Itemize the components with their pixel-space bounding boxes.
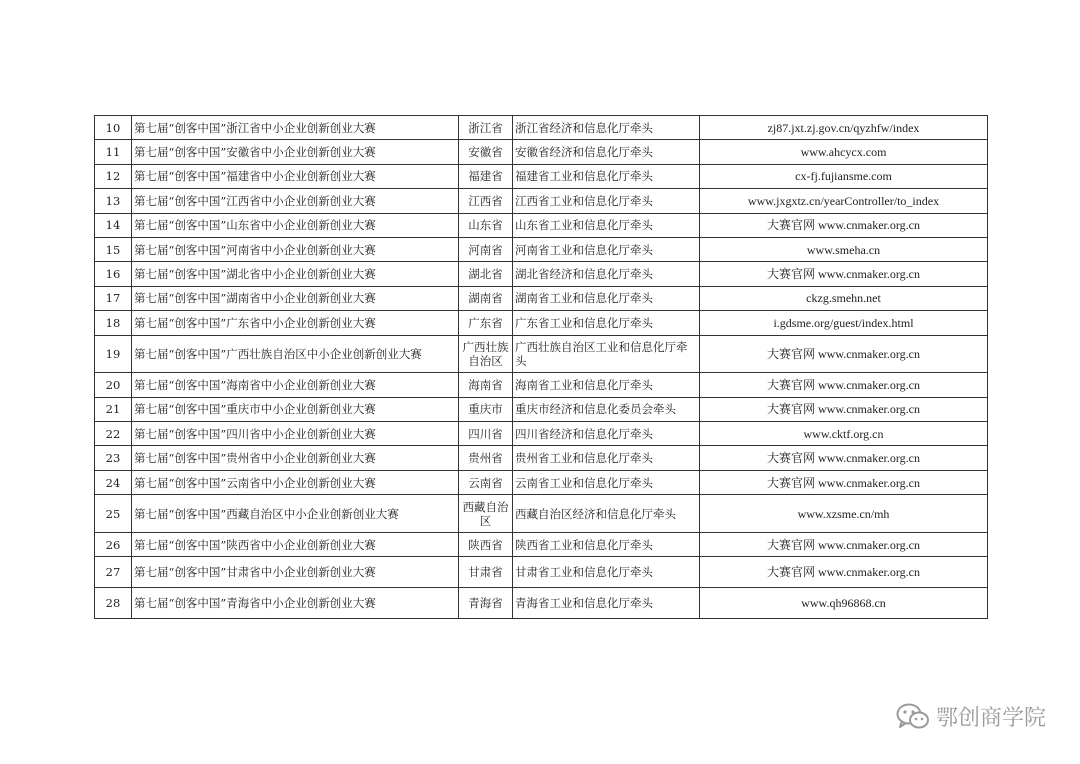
website: ckzg.smehn.net xyxy=(700,286,988,310)
province: 青海省 xyxy=(459,588,513,619)
competition-name: 第七届“创客中国”重庆市中小企业创新创业大赛 xyxy=(132,397,459,421)
table-row xyxy=(95,397,988,421)
competition-name: 第七届“创客中国”甘肃省中小企业创新创业大赛 xyxy=(132,557,459,588)
province: 山东省 xyxy=(459,213,513,237)
organizer: 西藏自治区经济和信息化厅牵头 xyxy=(513,495,700,533)
row-number: 20 xyxy=(95,373,132,397)
row-number: 11 xyxy=(95,140,132,164)
organizer: 山东省工业和信息化厅牵头 xyxy=(513,213,700,237)
province: 广东省 xyxy=(459,311,513,335)
province: 安徽省 xyxy=(459,140,513,164)
table-row xyxy=(95,262,988,286)
competition-name: 第七届“创客中国”青海省中小企业创新创业大赛 xyxy=(132,588,459,619)
competition-name: 第七届“创客中国”福建省中小企业创新创业大赛 xyxy=(132,164,459,188)
organizer: 浙江省经济和信息化厅牵头 xyxy=(513,116,700,140)
province: 浙江省 xyxy=(459,116,513,140)
province: 四川省 xyxy=(459,422,513,446)
website: www.cktf.org.cn xyxy=(700,422,988,446)
table-row xyxy=(95,164,988,188)
website: cx-fj.fujiansme.com xyxy=(700,164,988,188)
table-row xyxy=(95,189,988,213)
table-row xyxy=(95,470,988,494)
website: www.smeha.cn xyxy=(700,237,988,261)
organizer: 云南省工业和信息化厅牵头 xyxy=(513,470,700,494)
table-row xyxy=(95,213,988,237)
province: 江西省 xyxy=(459,189,513,213)
row-number: 15 xyxy=(95,237,132,261)
row-number: 13 xyxy=(95,189,132,213)
website: zj87.jxt.zj.gov.cn/qyzhfw/index xyxy=(700,116,988,140)
website: www.jxgxtz.cn/yearController/to_index xyxy=(700,189,988,213)
organizer: 青海省工业和信息化厅牵头 xyxy=(513,588,700,619)
competition-name: 第七届“创客中国”河南省中小企业创新创业大赛 xyxy=(132,237,459,261)
row-number: 10 xyxy=(95,116,132,140)
website: 大赛官网 www.cnmaker.org.cn xyxy=(700,470,988,494)
website: 大赛官网 www.cnmaker.org.cn xyxy=(700,557,988,588)
row-number: 25 xyxy=(95,495,132,533)
table-row xyxy=(95,140,988,164)
competition-name: 第七届“创客中国”广东省中小企业创新创业大赛 xyxy=(132,311,459,335)
website: www.ahcycx.com xyxy=(700,140,988,164)
wechat-icon xyxy=(896,703,930,731)
competition-name: 第七届“创客中国”山东省中小企业创新创业大赛 xyxy=(132,213,459,237)
organizer: 贵州省工业和信息化厅牵头 xyxy=(513,446,700,470)
province: 西藏自治区 xyxy=(459,495,513,533)
competition-name: 第七届“创客中国”陕西省中小企业创新创业大赛 xyxy=(132,533,459,557)
province: 广西壮族自治区 xyxy=(459,335,513,373)
website: 大赛官网 www.cnmaker.org.cn xyxy=(700,446,988,470)
row-number: 14 xyxy=(95,213,132,237)
row-number: 24 xyxy=(95,470,132,494)
province: 湖北省 xyxy=(459,262,513,286)
row-number: 12 xyxy=(95,164,132,188)
competition-name: 第七届“创客中国”安徽省中小企业创新创业大赛 xyxy=(132,140,459,164)
table-row xyxy=(95,533,988,557)
table-row xyxy=(95,422,988,446)
row-number: 26 xyxy=(95,533,132,557)
watermark xyxy=(896,701,1046,732)
table-row xyxy=(95,557,988,588)
table-row xyxy=(95,588,988,619)
organizer: 甘肃省工业和信息化厅牵头 xyxy=(513,557,700,588)
row-number: 23 xyxy=(95,446,132,470)
organizer: 湖北省经济和信息化厅牵头 xyxy=(513,262,700,286)
organizer: 湖南省工业和信息化厅牵头 xyxy=(513,286,700,310)
table-row xyxy=(95,446,988,470)
competition-name: 第七届“创客中国”湖南省中小企业创新创业大赛 xyxy=(132,286,459,310)
competition-name: 第七届“创客中国”海南省中小企业创新创业大赛 xyxy=(132,373,459,397)
row-number: 28 xyxy=(95,588,132,619)
organizer: 海南省工业和信息化厅牵头 xyxy=(513,373,700,397)
competition-name: 第七届“创客中国”贵州省中小企业创新创业大赛 xyxy=(132,446,459,470)
competition-name: 第七届“创客中国”浙江省中小企业创新创业大赛 xyxy=(132,116,459,140)
website: 大赛官网 www.cnmaker.org.cn xyxy=(700,335,988,373)
province: 重庆市 xyxy=(459,397,513,421)
website: www.xzsme.cn/mh xyxy=(700,495,988,533)
row-number: 19 xyxy=(95,335,132,373)
website: 大赛官网 www.cnmaker.org.cn xyxy=(700,397,988,421)
province: 贵州省 xyxy=(459,446,513,470)
website: i.gdsme.org/guest/index.html xyxy=(700,311,988,335)
organizer: 安徽省经济和信息化厅牵头 xyxy=(513,140,700,164)
organizer: 四川省经济和信息化厅牵头 xyxy=(513,422,700,446)
competition-name: 第七届“创客中国”云南省中小企业创新创业大赛 xyxy=(132,470,459,494)
website: 大赛官网 www.cnmaker.org.cn xyxy=(700,262,988,286)
competition-table xyxy=(94,115,988,619)
table-row xyxy=(95,116,988,140)
website: www.qh96868.cn xyxy=(700,588,988,619)
province: 河南省 xyxy=(459,237,513,261)
province: 云南省 xyxy=(459,470,513,494)
competition-name: 第七届“创客中国”湖北省中小企业创新创业大赛 xyxy=(132,262,459,286)
organizer: 陕西省工业和信息化厅牵头 xyxy=(513,533,700,557)
table-row xyxy=(95,286,988,310)
province: 甘肃省 xyxy=(459,557,513,588)
organizer: 河南省工业和信息化厅牵头 xyxy=(513,237,700,261)
table-row xyxy=(95,311,988,335)
row-number: 21 xyxy=(95,397,132,421)
row-number: 27 xyxy=(95,557,132,588)
competition-name: 第七届“创客中国”西藏自治区中小企业创新创业大赛 xyxy=(132,495,459,533)
province: 陕西省 xyxy=(459,533,513,557)
province: 福建省 xyxy=(459,164,513,188)
row-number: 22 xyxy=(95,422,132,446)
website: 大赛官网 www.cnmaker.org.cn xyxy=(700,213,988,237)
row-number: 17 xyxy=(95,286,132,310)
row-number: 16 xyxy=(95,262,132,286)
organizer: 江西省工业和信息化厅牵头 xyxy=(513,189,700,213)
row-number: 18 xyxy=(95,311,132,335)
organizer: 重庆市经济和信息化委员会牵头 xyxy=(513,397,700,421)
competition-name: 第七届“创客中国”广西壮族自治区中小企业创新创业大赛 xyxy=(132,335,459,373)
organizer: 福建省工业和信息化厅牵头 xyxy=(513,164,700,188)
organizer: 广东省工业和信息化厅牵头 xyxy=(513,311,700,335)
table-row xyxy=(95,373,988,397)
province: 海南省 xyxy=(459,373,513,397)
province: 湖南省 xyxy=(459,286,513,310)
table-row xyxy=(95,335,988,373)
table-row xyxy=(95,495,988,533)
competition-name: 第七届“创客中国”江西省中小企业创新创业大赛 xyxy=(132,189,459,213)
watermark-text: 鄂创商学院 xyxy=(935,706,1046,731)
organizer: 广西壮族自治区工业和信息化厅牵头 xyxy=(513,335,700,373)
table-row xyxy=(95,237,988,261)
competition-name: 第七届“创客中国”四川省中小企业创新创业大赛 xyxy=(132,422,459,446)
website: 大赛官网 www.cnmaker.org.cn xyxy=(700,533,988,557)
website: 大赛官网 www.cnmaker.org.cn xyxy=(700,373,988,397)
